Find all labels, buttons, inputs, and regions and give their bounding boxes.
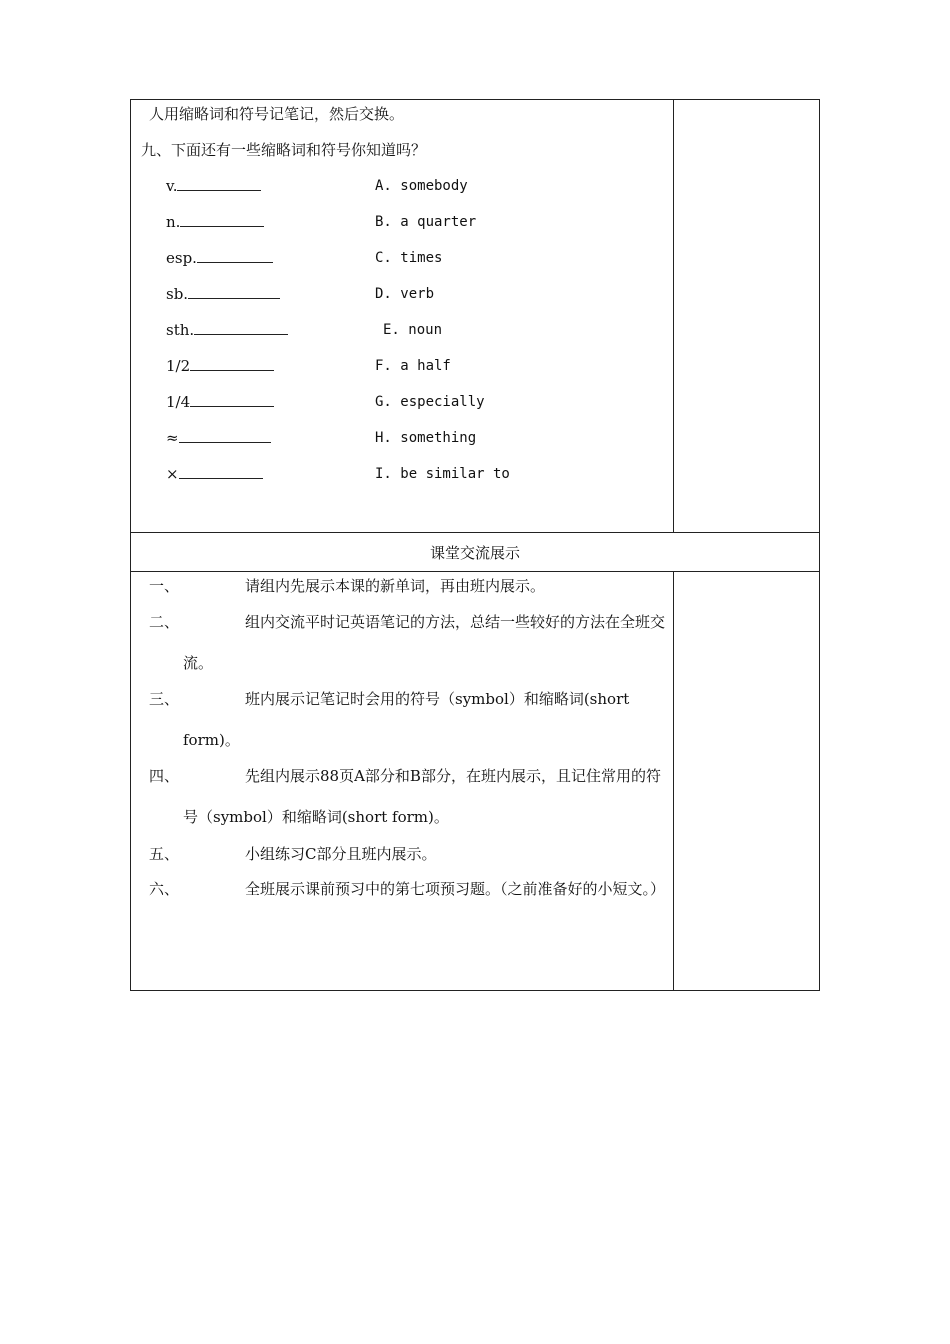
activity-number: 一、 xyxy=(149,577,180,595)
intro-line: 人用缩略词和符号记笔记，然后交换。 xyxy=(149,105,405,123)
right-item: A. somebody xyxy=(375,178,468,194)
right-item: G. especially xyxy=(375,394,485,410)
answer-blank[interactable] xyxy=(180,212,264,227)
left-item: esp. xyxy=(166,248,273,268)
exercise-cell xyxy=(131,100,674,533)
activity-number: 四、 xyxy=(149,767,180,785)
right-item: E. noun xyxy=(383,322,443,338)
activity-number: 六、 xyxy=(149,880,180,898)
answer-blank[interactable] xyxy=(179,464,263,479)
activity-text: 组内交流平时记英语笔记的方法，总结一些较好的方法在全班交流。 xyxy=(183,613,666,672)
activity-text: 班内展示记笔记时会用的符号（symbol）和缩略词(short form)。 xyxy=(183,690,630,749)
activity-text: 请组内先展示本课的新单词，再由班内展示。 xyxy=(245,577,546,595)
right-item: H. something xyxy=(375,430,477,446)
left-item: ≈ xyxy=(166,428,271,448)
answer-blank[interactable] xyxy=(190,392,274,407)
exercise-row xyxy=(131,100,820,533)
right-item: C. times xyxy=(375,250,443,266)
left-item: sth. xyxy=(166,320,288,340)
side-cell xyxy=(674,100,820,533)
right-item: B. a quarter xyxy=(375,214,477,230)
left-item: 1/2 xyxy=(166,356,274,376)
answer-blank[interactable] xyxy=(179,428,271,443)
worksheet-table xyxy=(130,99,820,991)
left-item: v. xyxy=(166,176,261,196)
question-heading: 九、下面还有一些缩略词和符号你知道吗？ xyxy=(141,141,427,159)
side-cell xyxy=(674,572,820,991)
activities-cell xyxy=(131,572,674,991)
activity-number: 二、 xyxy=(149,613,180,631)
answer-blank[interactable] xyxy=(197,248,273,263)
activities-row xyxy=(131,572,820,991)
right-item: D. verb xyxy=(375,286,435,302)
left-item: sb. xyxy=(166,284,280,304)
activity-text: 先组内展示88页A部分和B部分，在班内展示，且记住常用的符号（symbol）和缩略词(short form)。 xyxy=(183,767,661,826)
activity-text: 小组练习C部分且班内展示。 xyxy=(245,845,437,863)
activity-text: 全班展示课前预习中的第七项预习题。（之前准备好的小短文。） xyxy=(245,880,666,898)
activity-number: 三、 xyxy=(149,690,180,708)
activity-number: 五、 xyxy=(149,845,180,863)
answer-blank[interactable] xyxy=(177,176,261,191)
answer-blank[interactable] xyxy=(194,320,288,335)
answer-blank[interactable] xyxy=(190,356,274,371)
answer-blank[interactable] xyxy=(188,284,280,299)
left-item: n. xyxy=(166,212,264,232)
right-item: F. a half xyxy=(375,358,451,374)
left-item: 1/4 xyxy=(166,392,274,412)
left-item: × xyxy=(166,464,263,484)
section-header: 课堂交流展示 xyxy=(131,533,820,572)
right-item: I. be similar to xyxy=(375,466,510,482)
